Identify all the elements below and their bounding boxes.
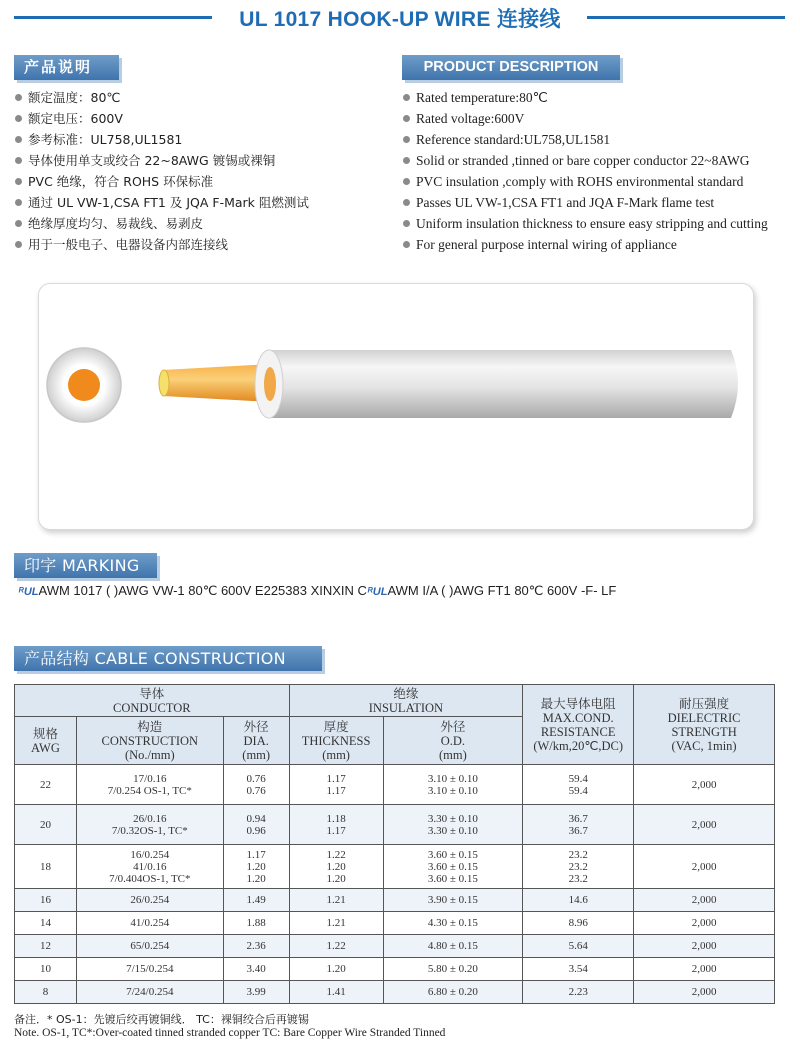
- header-dielectric: 耐压强度 DIELECTRIC STRENGTH (VAC, 1min): [634, 685, 775, 765]
- header-insulation: 绝缘 INSULATION: [289, 685, 523, 717]
- cell-dielectric: 2,000: [634, 958, 775, 981]
- list-item: Rated temperature:80℃: [402, 87, 768, 108]
- cell-thickness: 1.18 1.17: [289, 805, 383, 845]
- list-item: Solid or stranded ,tinned or bare copper conductor 22~8AWG: [402, 150, 768, 171]
- list-item: 绝缘厚度均匀、易裁线、易剥皮: [14, 213, 309, 234]
- cell-resistance: 59.4 59.4: [523, 765, 634, 805]
- header-resistance: 最大导体电阻 MAX.COND. RESISTANCE (W/km,20℃,DC): [523, 685, 634, 765]
- cell-od: 5.80 ± 0.20: [383, 958, 523, 981]
- table-row: [15, 935, 775, 958]
- cell-dia: 3.99: [223, 981, 289, 1004]
- list-item: 额定电压：600V: [14, 108, 309, 129]
- cell-construction: 7/24/0.254: [76, 981, 223, 1004]
- cell-awg: 22: [15, 765, 77, 805]
- cell-od: 3.10 ± 0.10 3.10 ± 0.10: [383, 765, 523, 805]
- ul-logo-icon: ᴿUL: [366, 586, 388, 598]
- cell-dielectric: 2,000: [634, 981, 775, 1004]
- cell-od: 6.80 ± 0.20: [383, 981, 523, 1004]
- cell-thickness: 1.20: [289, 958, 383, 981]
- cell-awg: 14: [15, 912, 77, 935]
- cell-resistance: 5.64: [523, 935, 634, 958]
- table-row: [15, 889, 775, 912]
- marking-text: [18, 583, 616, 599]
- wire-jacket: [269, 350, 738, 418]
- wire-illustration: [39, 284, 753, 529]
- cell-awg: 20: [15, 805, 77, 845]
- cell-od: 3.60 ± 0.15 3.60 ± 0.15 3.60 ± 0.15: [383, 845, 523, 889]
- construction-table: [14, 684, 775, 1004]
- marking-text-part1: AWM 1017 ( )AWG VW-1 80℃ 600V E225383 XINXIN C: [38, 583, 367, 598]
- cell-dielectric: 2,000: [634, 765, 775, 805]
- cell-construction: 41/0.254: [76, 912, 223, 935]
- cross-section-conductor: [68, 369, 100, 401]
- cell-thickness: 1.22: [289, 935, 383, 958]
- list-item: Rated voltage:600V: [402, 108, 768, 129]
- marking-text-part2: AWM I/A ( )AWG FT1 80℃ 600V -F- LF: [387, 583, 617, 598]
- list-item: Passes UL VW-1,CSA FT1 and JQA F-Mark flame test: [402, 192, 768, 213]
- wire-illustration-frame: [38, 283, 754, 530]
- cell-construction: 7/15/0.254: [76, 958, 223, 981]
- header-thickness: 厚度 THICKNESS (mm): [289, 717, 383, 765]
- page-title: UL 1017 HOOK-UP WIRE 连接线: [239, 8, 561, 31]
- cell-dielectric: 2,000: [634, 912, 775, 935]
- cell-construction: 65/0.254: [76, 935, 223, 958]
- table-row: [15, 845, 775, 889]
- section-header-marking: 印字 MARKING: [14, 553, 157, 578]
- cell-resistance: 23.2 23.2 23.2: [523, 845, 634, 889]
- list-item: Uniform insulation thickness to ensure easy stripping and cutting: [402, 213, 768, 234]
- list-item: PVC 绝缘，符合 ROHS 环保标准: [14, 171, 309, 192]
- list-item: 导体使用单支或绞合 22~8AWG 镀锡或裸铜: [14, 150, 309, 171]
- cell-construction: 26/0.254: [76, 889, 223, 912]
- cell-resistance: 14.6: [523, 889, 634, 912]
- section-header-desc-cn: 产品说明: [14, 55, 119, 80]
- section-header-desc-en: PRODUCT DESCRIPTION: [402, 55, 620, 80]
- table-row: [15, 912, 775, 935]
- note-cn: 备注．* OS-1：先镀后绞再镀铜线． TC：裸铜绞合后再镀锡: [14, 1013, 309, 1026]
- cell-awg: 8: [15, 981, 77, 1004]
- cell-dielectric: 2,000: [634, 935, 775, 958]
- cell-resistance: 3.54: [523, 958, 634, 981]
- cell-construction: 26/0.16 7/0.32OS-1, TC*: [76, 805, 223, 845]
- cell-awg: 18: [15, 845, 77, 889]
- cell-resistance: 36.7 36.7: [523, 805, 634, 845]
- list-item: 额定温度：80℃: [14, 87, 309, 108]
- header-dia: 外径 DIA. (mm): [223, 717, 289, 765]
- cell-dielectric: 2,000: [634, 889, 775, 912]
- list-item: 用于一般电子、电器设备内部连接线: [14, 234, 309, 255]
- header-conductor: 导体 CONDUCTOR: [15, 685, 290, 717]
- header-od: 外径 O.D. (mm): [383, 717, 523, 765]
- cell-dia: 2.36: [223, 935, 289, 958]
- cell-dia: 0.76 0.76: [223, 765, 289, 805]
- cell-construction: 16/0.254 41/0.16 7/0.404OS-1, TC*: [76, 845, 223, 889]
- cell-awg: 12: [15, 935, 77, 958]
- cell-od: 3.30 ± 0.10 3.30 ± 0.10: [383, 805, 523, 845]
- table-row: [15, 765, 775, 805]
- cell-thickness: 1.21: [289, 912, 383, 935]
- cell-resistance: 2.23: [523, 981, 634, 1004]
- desc-en-list: [402, 87, 768, 255]
- header-construction: 构造 CONSTRUCTION (No./mm): [76, 717, 223, 765]
- cell-thickness: 1.22 1.20 1.20: [289, 845, 383, 889]
- list-item: 参考标准：UL758,UL1581: [14, 129, 309, 150]
- table-row: [15, 958, 775, 981]
- cell-dia: 1.49: [223, 889, 289, 912]
- cell-awg: 10: [15, 958, 77, 981]
- note-en: Note. OS-1, TC*:Over-coated tinned stranded copper TC: Bare Copper Wire Stranded Tinned: [14, 1027, 446, 1039]
- list-item: 通过 UL VW-1,CSA FT1 及 JQA F-Mark 阻燃测试: [14, 192, 309, 213]
- cell-od: 3.90 ± 0.15: [383, 889, 523, 912]
- table-row: [15, 805, 775, 845]
- list-item: PVC insulation ,comply with ROHS environmental standard: [402, 171, 768, 192]
- section-header-construction: 产品结构 CABLE CONSTRUCTION: [14, 646, 322, 671]
- cell-thickness: 1.17 1.17: [289, 765, 383, 805]
- list-item: For general purpose internal wiring of appliance: [402, 234, 768, 255]
- cell-dia: 3.40: [223, 958, 289, 981]
- table-row: [15, 981, 775, 1004]
- header-awg: 规格 AWG: [15, 717, 77, 765]
- cell-dielectric: 2,000: [634, 845, 775, 889]
- cell-dielectric: 2,000: [634, 805, 775, 845]
- cell-dia: 0.94 0.96: [223, 805, 289, 845]
- list-item: Reference standard:UL758,UL1581: [402, 129, 768, 150]
- cell-resistance: 8.96: [523, 912, 634, 935]
- cell-od: 4.30 ± 0.15: [383, 912, 523, 935]
- cell-thickness: 1.41: [289, 981, 383, 1004]
- cell-construction: 17/0.16 7/0.254 OS-1, TC*: [76, 765, 223, 805]
- cell-dia: 1.17 1.20 1.20: [223, 845, 289, 889]
- cell-od: 4.80 ± 0.15: [383, 935, 523, 958]
- cell-dia: 1.88: [223, 912, 289, 935]
- ul-logo-icon: ᴿUL: [18, 586, 39, 598]
- desc-cn-list: [14, 87, 309, 255]
- cell-thickness: 1.21: [289, 889, 383, 912]
- cell-awg: 16: [15, 889, 77, 912]
